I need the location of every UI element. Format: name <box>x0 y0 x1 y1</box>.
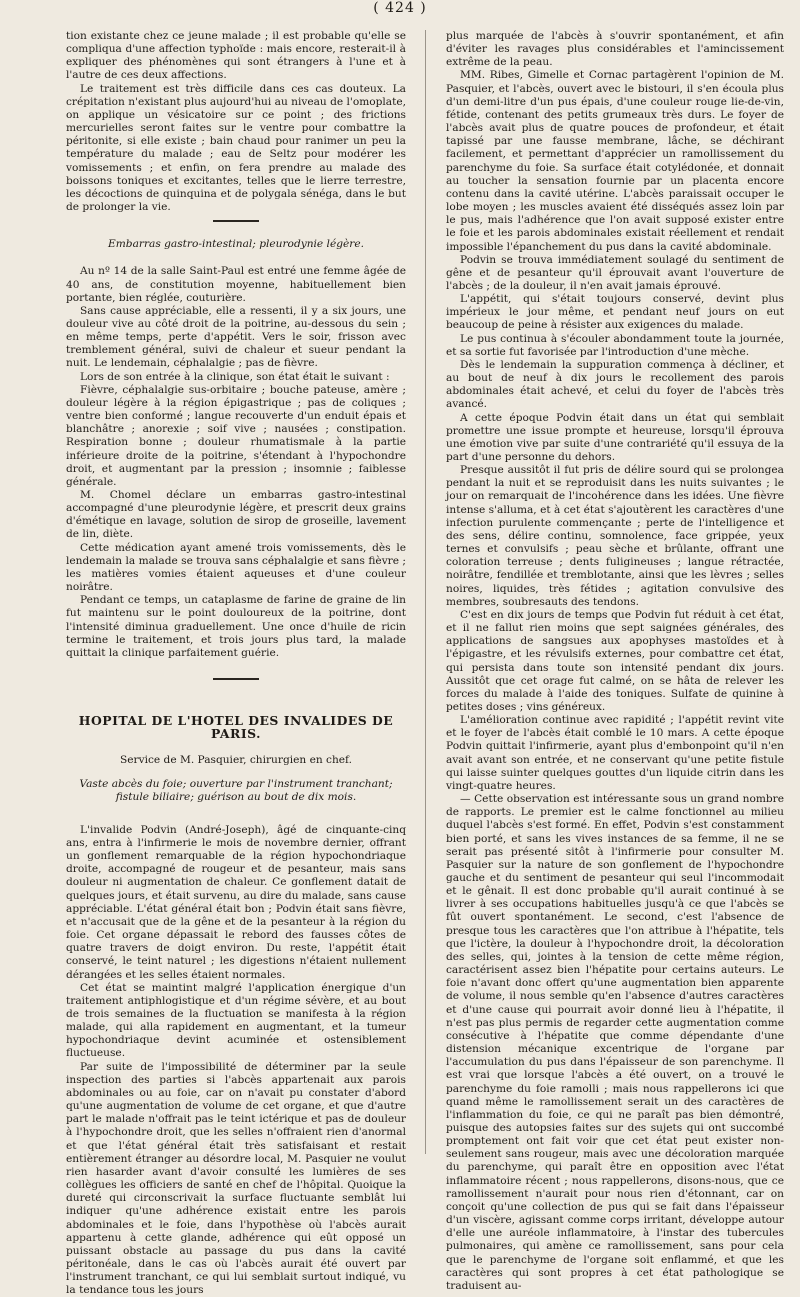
hospital-heading: HOPITAL DE L'HOTEL DES INVALIDES DE PARIS. <box>78 713 394 742</box>
paragraph: MM. Ribes, Gimelle et Cornac partagèrent l'opinion de M. Pasquier, et l'abcès, ouvert avec le bistouri, il s'en écoula plus d'un demi-litre d'un pus épais, d'une couleur rouge lie-de-vin, fétide, contenant des petits grumeaux très durs. Le foyer de l'abcès avait plus de quatre pouces de profondeur, et était tapissé par une fausse membrane, lâche, se déchirant facilement, et permettant d'apprécier un ramollissement du parenchyme du foie. Sa surface était cotylédonée, et donnait au toucher la sensation fournie par un placenta encore contenu dans la cavité utérine. L'abcès paraissait occuper le lobe moyen ; les muscles avaient été disséqués assez loin par le pus, mais l'adhérence que l'on avait supposé exister entre le foie et les parois abdominales existait réellement et rendait impossible l'épanchement du pus dans la cavité abdominale. <box>446 69 784 253</box>
paragraph: Presque aussitôt il fut pris de délire sourd qui se prolongea pendant la nuit et se reproduisit dans les nuits suivantes ; le jour on remarquait de l'incohérence dans les idées. Une fièvre intense s'alluma, et à cet état s'ajoutèrent les caractères d'une infection purulente commençante ; perte de l'intelligence et des sens, délire continu, somnolence, face grippée, yeux ternes et convulsifs ; peau sèche et brûlante, offrant une coloration terreuse ; dents fuligineuses ; langue rétractée, noirâtre, fendillée et tremblotante, ainsi que les lèvres ; selles noires, liquides, très fétides ; agitation convulsive des membres, soubresauts des tendons. <box>446 464 784 608</box>
right-column <box>446 30 784 1292</box>
page-number: ( 424 ) <box>373 0 427 16</box>
paragraph: L'amélioration continue avec rapidité ; l'appétit revint vite et le foyer de l'abcès était comblé le 10 mars. A cette époque Podvin quittait l'infirmerie, ayant plus d'embonpoint qu'il n'en avait avant son entrée, et ne conservant qu'une petite fistule qui laisse suinter quelques gouttes d'un liquide citrin dans les vingt-quatre heures. <box>446 714 784 792</box>
paragraph: M. Chomel déclare un embarras gastro-intestinal accompagné d'une pleurodynie légère, et prescrit deux grains d'émétique en lavage, solution de sirop de groseille, lavement de lin, diète. <box>66 489 406 541</box>
paragraph: Fièvre, céphalalgie sus-orbitaire ; bouche pateuse, amère ; douleur légère à la région épigastrique ; pas de coliques ; ventre bien conformé ; langue recouverte d'un enduit épais et blanchâtre ; anorexie ; soif vive ; nausées ; constipation. Respiration bonne ; douleur rhumatismale à la partie inférieure droite de la poitrine, s'étendant à l'hypochondre droit, et augmentant par la pression ; insomnie ; faiblesse générale. <box>66 383 406 488</box>
paragraph: Dès le lendemain la suppuration commença à décliner, et au bout de neuf à dix jours le recollement des parois abdominales était achevé, et celui du foyer de l'abcès très avancé. <box>446 358 784 411</box>
paragraph: Le pus continua à s'écouler abondamment toute la journée, et sa sortie fut favorisée par l'introduction d'une mèche. <box>446 332 784 358</box>
case-title: Vaste abcès du foie; ouverture par l'instrument tranchant; fistule biliaire; guérison au bout de dix mois. <box>79 777 393 803</box>
paragraph: plus marquée de l'abcès à s'ouvrir spontanément, et afin d'éviter les ravages plus considérables et l'amincissement extrême de la peau. <box>446 30 784 69</box>
service-line: Service de M. Pasquier, chirurgien en chef. <box>120 754 352 767</box>
paragraph: Au nº 14 de la salle Saint-Paul est entré une femme âgée de 40 ans, de constitution moyenne, habituellement bien portante, bien réglée, couturière. <box>66 265 406 304</box>
paragraph: Par suite de l'impossibilité de déterminer par la seule inspection des parties si l'abcès appartenait aux parois abdominales ou au foie, car on n'avait pu constater d'abord qu'une augmentation de volume de cet organe, et que d'autre part le malade n'offrait pas le teint ictérique et pas de douleur à l'hypochondre droit, que les selles n'offraient rien d'anormal et que l'état général était très satisfaisant et restait entièrement étranger au désordre local, M. Pasquier ne voulut rien hasarder avant d'avoir consulté les lumières de ses collègues les officiers de santé en chef de l'hôpital. Quoique la dureté qui circonscrivait la surface fluctuante semblât lui indiquer qu'une adhérence existait entre les parois abdominales et le foie, dans l'hypothèse où l'abcès aurait appartenu à cette glande, adhérence qui eût opposé un puissant obstacle au passage du pus dans la cavité péritonéale, dans le cas où l'abcès aurait été ouvert par l'instrument tranchant, ce qui lui semblait surtout indiqué, vu la tendance tous les jours <box>66 1060 406 1297</box>
paragraph: C'est en dix jours de temps que Podvin fut réduit à cet état, et il ne fallut rien moins que sept saignées générales, des applications de sangsues aux apophyses mastoïdes et à l'épigastre, et les révulsifs externes, pour combattre cet état, qui persista dans toute son intensité pendant dix jours. Aussitôt que cet orage fut calmé, on se hâta de relever les forces du malade à l'aide des toniques. Sulfate de quinine à petites doses ; vins généreux. <box>446 608 784 713</box>
case-subheading: Embarras gastro-intestinal; pleurodynie légère. <box>108 238 364 251</box>
left-column <box>66 30 407 1297</box>
paragraph: Le traitement est très difficile dans ces cas douteux. La crépitation n'existant plus aujourd'hui au niveau de l'omoplate, on applique un vésicatoire sur ce point ; des frictions mercurielles seront faites sur le ventre pour combattre la péritonite, si elle existe ; bain chaud pour ranimer un peu la température du malade ; eau de Seltz pour modérer les vomissements ; et enfin, on fera prendre au malade des boissons toniques et excitantes, telles que le lierre terrestre, les décoctions de quinquina et de polygala sénéga, dans le but de prolonger la vie. <box>66 82 407 214</box>
section-rule <box>213 220 259 222</box>
section-rule <box>213 678 259 680</box>
paragraph: Sans cause appréciable, elle a ressenti, il y a six jours, une douleur vive au côté droit de la poitrine, au-dessous du sein ; en même temps, perte d'appétit. Vers le soir, frisson avec tremblement général, suivi de chaleur et sueur pendant la nuit. Le lendemain, céphalalgie ; pas de fièvre. <box>66 304 406 370</box>
paragraph: Cet état se maintint malgré l'application énergique d'un traitement antiphlogistique et d'un régime sévère, et au bout de trois semaines de la fluctuation se manifesta à la région malade, qui alla rapidement en augmentant, et la tumeur hypochondriaque devint acuminée et ostensiblement fluctueuse. <box>66 981 406 1060</box>
paragraph: Podvin se trouva immédiatement soulagé du sentiment de gêne et de pesanteur qu'il éprouvait avant l'ouverture de l'abcès ; de la douleur, il n'en avait jamais éprouvé. <box>446 253 784 292</box>
paragraph: Pendant ce temps, un cataplasme de farine de graine de lin fut maintenu sur le point douloureux de la poitrine, dont l'intensité diminua graduellement. Une once d'huile de ricin termine le traitement, et trois jours plus tard, la malade quittait la clinique parfaitement guérie. <box>66 594 406 659</box>
paragraph: tion existante chez ce jeune malade ; il est probable qu'elle se compliqua d'une affection typhoïde : mais encore, resterait-il à expliquer des phénomènes qui sont étrangers à l'une et à l'autre de ces deux affections. <box>66 30 406 82</box>
paragraph: L'invalide Podvin (André-Joseph), âgé de cinquante-cinq ans, entra à l'infirmerie le mois de novembre dernier, offrant un gonflement remarquable de la région hypochondriaque droite, accompagné de rougeur et de pesanteur, mais sans douleur ni augmentation de chaleur. Ce gonflement datait de quelques jours, et était survenu, au dire du malade, sans cause appréciable. L'état général était bon ; Podvin était sans fièvre, et n'accusait que de la gêne et de la pesanteur à la région du foie. Cet organe dépassait le rebord des fausses côtes de quatre travers de doigt environ. Du reste, l'appétit était conservé, le teint naturel ; les digestions n'étaient nullement dérangées et les selles étaient normales. <box>66 823 406 981</box>
paragraph: A cette époque Podvin était dans un état qui semblait promettre une issue prompte et heureuse, lorsqu'il éprouva une émotion vive par suite d'une contrariété qu'il essuya de la part d'une personne du dehors. <box>446 411 784 463</box>
paragraph: Cette médication ayant amené trois vomissements, dès le lendemain la malade se trouva sans céphalalgie et sans fièvre ; les matières vomies étaient aqueuses et d'une couleur noirâtre. <box>66 541 406 594</box>
paragraph: Lors de son entrée à la clinique, son état était le suivant : <box>80 370 390 383</box>
paragraph: L'appétit, qui s'était toujours conservé, devint plus impérieux le jour même, et pendant neuf jours on eut beaucoup de peine à résister aux exigences du malade. <box>446 293 784 332</box>
paragraph: — Cette observation est intéressante sous un grand nombre de rapports. Le premier est le calme fonctionnel au milieu duquel l'abcès s'est formé. En effet, Podvin s'est constamment bien porté, et sans les vives instances de sa femme, il ne se serait pas présenté sitôt à l'infirmerie pour consulter M. Pasquier sur la nature de son gonflement de l'hypochondre gauche et du sentiment de pesanteur qui seul l'incommodait et le gênait. Il est donc probable qu'il aurait continué à se livrer à ses occupations habituelles jusqu'à ce que l'abcès se fût ouvert spontanément. Le second, c'est l'absence de presque tous les caractères que l'on attribue à l'hépatite, tels que l'ictère, la douleur à l'hypochondre droit, la décoloration des selles, qui, jointes à la tension de cette même région, caractérisent assez bien l'hépatite pour certains auteurs. Le foie n'avant donc offert qu'une augmentation bien apparente de volume, il nous semble qu'en l'absence d'autres caractères et d'une cause qui pourrait avoir donné lieu à l'hépatite, il n'est pas plus permis de regarder cette augmentation comme consécutive à l'hépatite que comme dépendante d'une distension mécanique excentrique de l'organe par l'accumulation du pus dans l'épaisseur de son parenchyme. Il est vrai que lorsque l'abcès a été ouvert, on a trouvé le parenchyme du foie ramolli ; mais nous rappellerons ici que quand même le ramollissement serait un des caractères de l'inflammation du foie, ce qui ne paraît pas bien démontré, puisque des autopsies faites sur des sujets qui ont succombé promptement ont fait voir que cet état peut exister non-seulement sans rougeur, mais avec une décoloration marquée du parenchyme, qui paraît être en opposition avec l'état inflammatoire récent ; nous rappellerons, disons-nous, que ce ramollissement n'aurait pour nous rien d'étonnant, car on conçoit qu'une collection de pus qui se fait dans l'épaisseur d'un viscère, agissant comme corps irritant, développe autour d'elle une auréole inflammatoire, à l'instar des tubercules pulmonaires, qui amène ce ramollissement, sans pour cela que le parenchyme de l'organe soit enflammé, et que les caractères qui sont propres à cet état pathologique se traduisent au- <box>446 793 784 1292</box>
column-divider <box>425 30 426 1154</box>
